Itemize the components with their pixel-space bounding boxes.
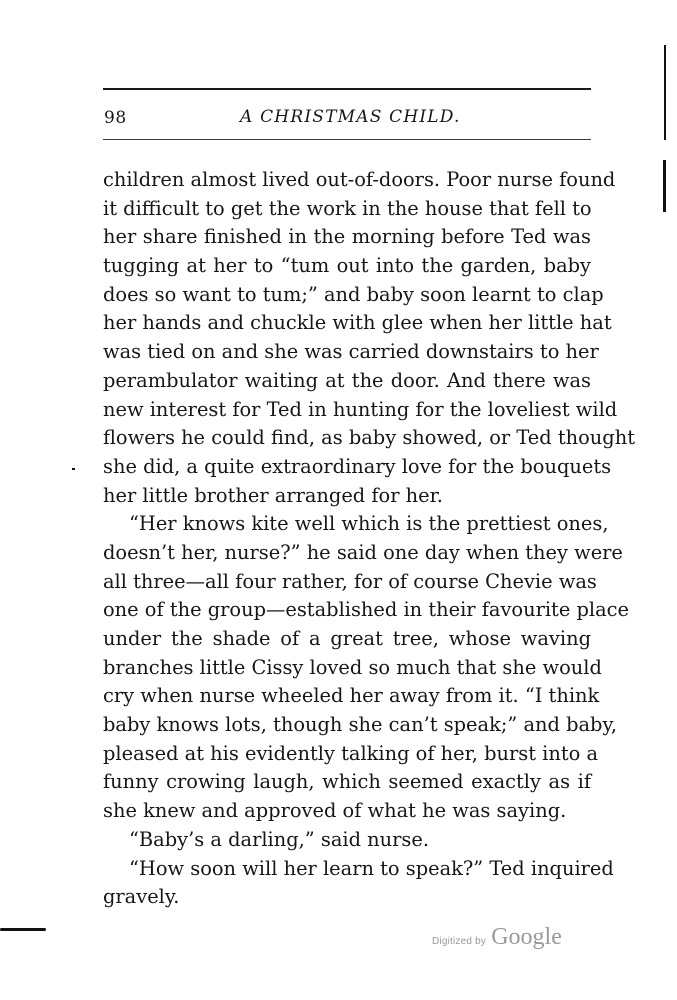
text-line: pleased at his evidently talking of her, burst into a xyxy=(103,741,599,765)
text-line: her share finished in the morning before Ted was xyxy=(103,225,591,249)
text-line: branches little Cissy loved so much that she would xyxy=(103,655,602,679)
header-rule xyxy=(103,139,591,140)
digitized-by-google-watermark xyxy=(432,924,562,951)
scan-edge-mark xyxy=(0,928,46,931)
text-line: children almost lived out-of-doors. Poor nurse found xyxy=(103,168,616,191)
text-line: under the shade of a great tree, whose waving xyxy=(103,627,591,650)
text-line: she did, a quite extraordinary love for the bouquets xyxy=(103,454,612,478)
text-line: “Her knows kite well which is the prettiest ones, xyxy=(129,512,609,536)
running-title: A CHRISTMAS CHILD. xyxy=(240,107,461,127)
text-line: one of the group—established in their favourite place xyxy=(103,598,629,622)
scan-edge-mark xyxy=(664,45,666,140)
text-line: baby knows lots, though she can’t speak;” and baby, xyxy=(103,713,618,737)
text-line: flowers he could find, as baby showed, or Ted thought xyxy=(103,426,635,450)
text-line: her hands and chuckle with glee when her little hat xyxy=(103,311,612,335)
text-line: new interest for Ted in hunting for the loveliest wild xyxy=(103,397,618,421)
text-line: gravely. xyxy=(103,885,180,909)
text-line: doesn’t her, nurse?” he said one day when they were xyxy=(103,540,623,564)
text-line: does so want to tum;” and baby soon learnt to clap xyxy=(103,282,604,306)
text-line: it difficult to get the work in the house that fell to xyxy=(103,196,592,220)
text-line: she knew and approved of what he was saying. xyxy=(103,799,567,823)
body-text xyxy=(103,166,635,912)
text-line: was tied on and she was carried downstairs to her xyxy=(103,340,599,364)
scan-edge-mark xyxy=(663,160,666,212)
top-rule xyxy=(103,88,591,90)
text-line: “How soon will her learn to speak?” Ted inquired xyxy=(129,856,614,880)
google-logo-text: Google xyxy=(491,924,562,950)
text-line: cry when nurse wheeled her away from it. “I think xyxy=(103,684,600,708)
text-line: perambulator waiting at the door. And there was xyxy=(103,368,591,392)
scan-speck xyxy=(72,468,75,470)
text-line: funny crowing laugh, which seemed exactly as if xyxy=(103,770,591,794)
text-line: “Baby’s a darling,” said nurse. xyxy=(129,827,430,851)
page-number: 98 xyxy=(104,108,127,128)
text-line: her little brother arranged for her. xyxy=(103,483,443,507)
digitized-label: Digitized by xyxy=(432,936,487,947)
text-line: all three—all four rather, for of course Chevie was xyxy=(103,569,597,593)
text-line: tugging at her to “tum out into the garden, baby xyxy=(103,254,591,278)
